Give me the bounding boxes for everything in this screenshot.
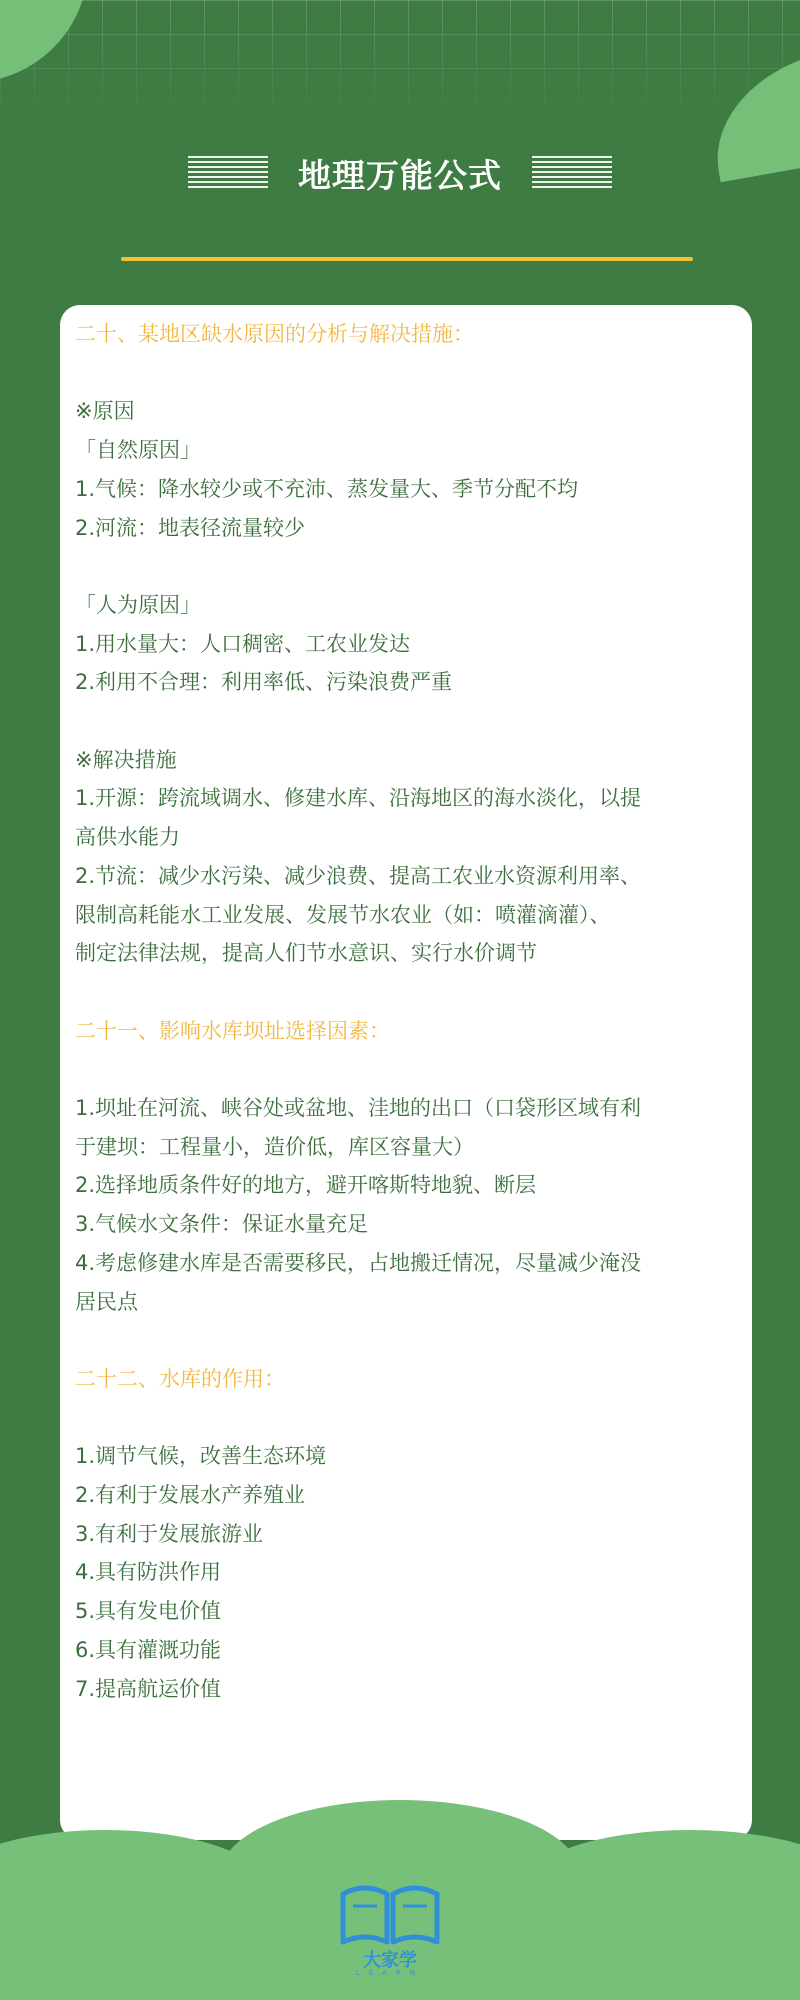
text-line: 4.具有防洪作用 — [75, 1560, 222, 1585]
logo-subtext: LEARN — [355, 1969, 425, 1977]
blank-line — [75, 973, 740, 1012]
text-line: 3.有利于发展旅游业 — [75, 1521, 264, 1546]
title-underline — [121, 257, 693, 261]
text-line: 居民点 — [75, 1289, 138, 1314]
text-line: ※解决措施 — [75, 747, 177, 772]
text-line: 限制高耗能水工业发展、发展节水农业（如：喷灌滴灌）、 — [75, 902, 611, 927]
text-line: ※原因 — [75, 399, 135, 424]
section-heading: 二十、某地区缺水原因的分析与解决措施： — [75, 322, 474, 346]
stripes-left-icon — [188, 156, 268, 190]
text-line: 3.气候水文条件：保证水量充足 — [75, 1212, 369, 1237]
text-line: 「自然原因」 — [75, 438, 201, 463]
footer-logo — [335, 1880, 445, 1985]
text-line: 2.有利于发展水产养殖业 — [75, 1482, 306, 1507]
text-line: 1.坝址在河流、峡谷处或盆地、洼地的出口（口袋形区域有利 — [75, 1095, 642, 1120]
page-title: 地理万能公式 — [298, 155, 502, 195]
text-line: 「人为原因」 — [75, 592, 201, 617]
stripes-right-icon — [532, 156, 612, 190]
blank-line — [75, 702, 740, 741]
text-line: 7.提高航运价值 — [75, 1676, 222, 1701]
blank-line — [75, 1050, 740, 1089]
text-line: 1.用水量大：人口稠密、工农业发达 — [75, 631, 411, 656]
page-header — [0, 145, 800, 201]
logo-text: 大家学 — [363, 1950, 417, 1971]
blank-line — [75, 547, 740, 586]
text-line: 2.利用不合理：利用率低、污染浪费严重 — [75, 670, 453, 695]
blank-line — [75, 1321, 740, 1360]
text-line: 高供水能力 — [75, 825, 180, 850]
content-body — [75, 315, 740, 1708]
text-line: 6.具有灌溉功能 — [75, 1637, 222, 1662]
text-line: 制定法律法规，提高人们节水意识、实行水价调节 — [75, 941, 537, 966]
text-line: 2.河流：地表径流量较少 — [75, 515, 306, 540]
blank-line — [75, 354, 740, 393]
text-line: 1.开源：跨流域调水、修建水库、沿海地区的海水淡化，以提 — [75, 786, 642, 811]
text-line: 2.选择地质条件好的地方，避开喀斯特地貌、断层 — [75, 1173, 537, 1198]
content-card — [60, 305, 752, 1840]
book-icon — [335, 1880, 445, 1950]
section-heading: 二十一、影响水库坝址选择因素： — [75, 1018, 390, 1043]
text-line: 4.考虑修建水库是否需要移民，占地搬迁情况，尽量减少淹没 — [75, 1250, 642, 1275]
section-heading: 二十二、水库的作用： — [75, 1366, 285, 1391]
text-line: 1.调节气候，改善生态环境 — [75, 1444, 327, 1469]
text-line: 1.气候：降水较少或不充沛、蒸发量大、季节分配不均 — [75, 476, 579, 501]
text-line: 2.节流：减少水污染、减少浪费、提高工农业水资源利用率、 — [75, 863, 642, 888]
text-line: 5.具有发电价值 — [75, 1599, 222, 1624]
text-line: 于建坝：工程量小，造价低，库区容量大） — [75, 1134, 474, 1159]
blank-line — [75, 1399, 740, 1438]
grid-pattern — [0, 0, 800, 120]
